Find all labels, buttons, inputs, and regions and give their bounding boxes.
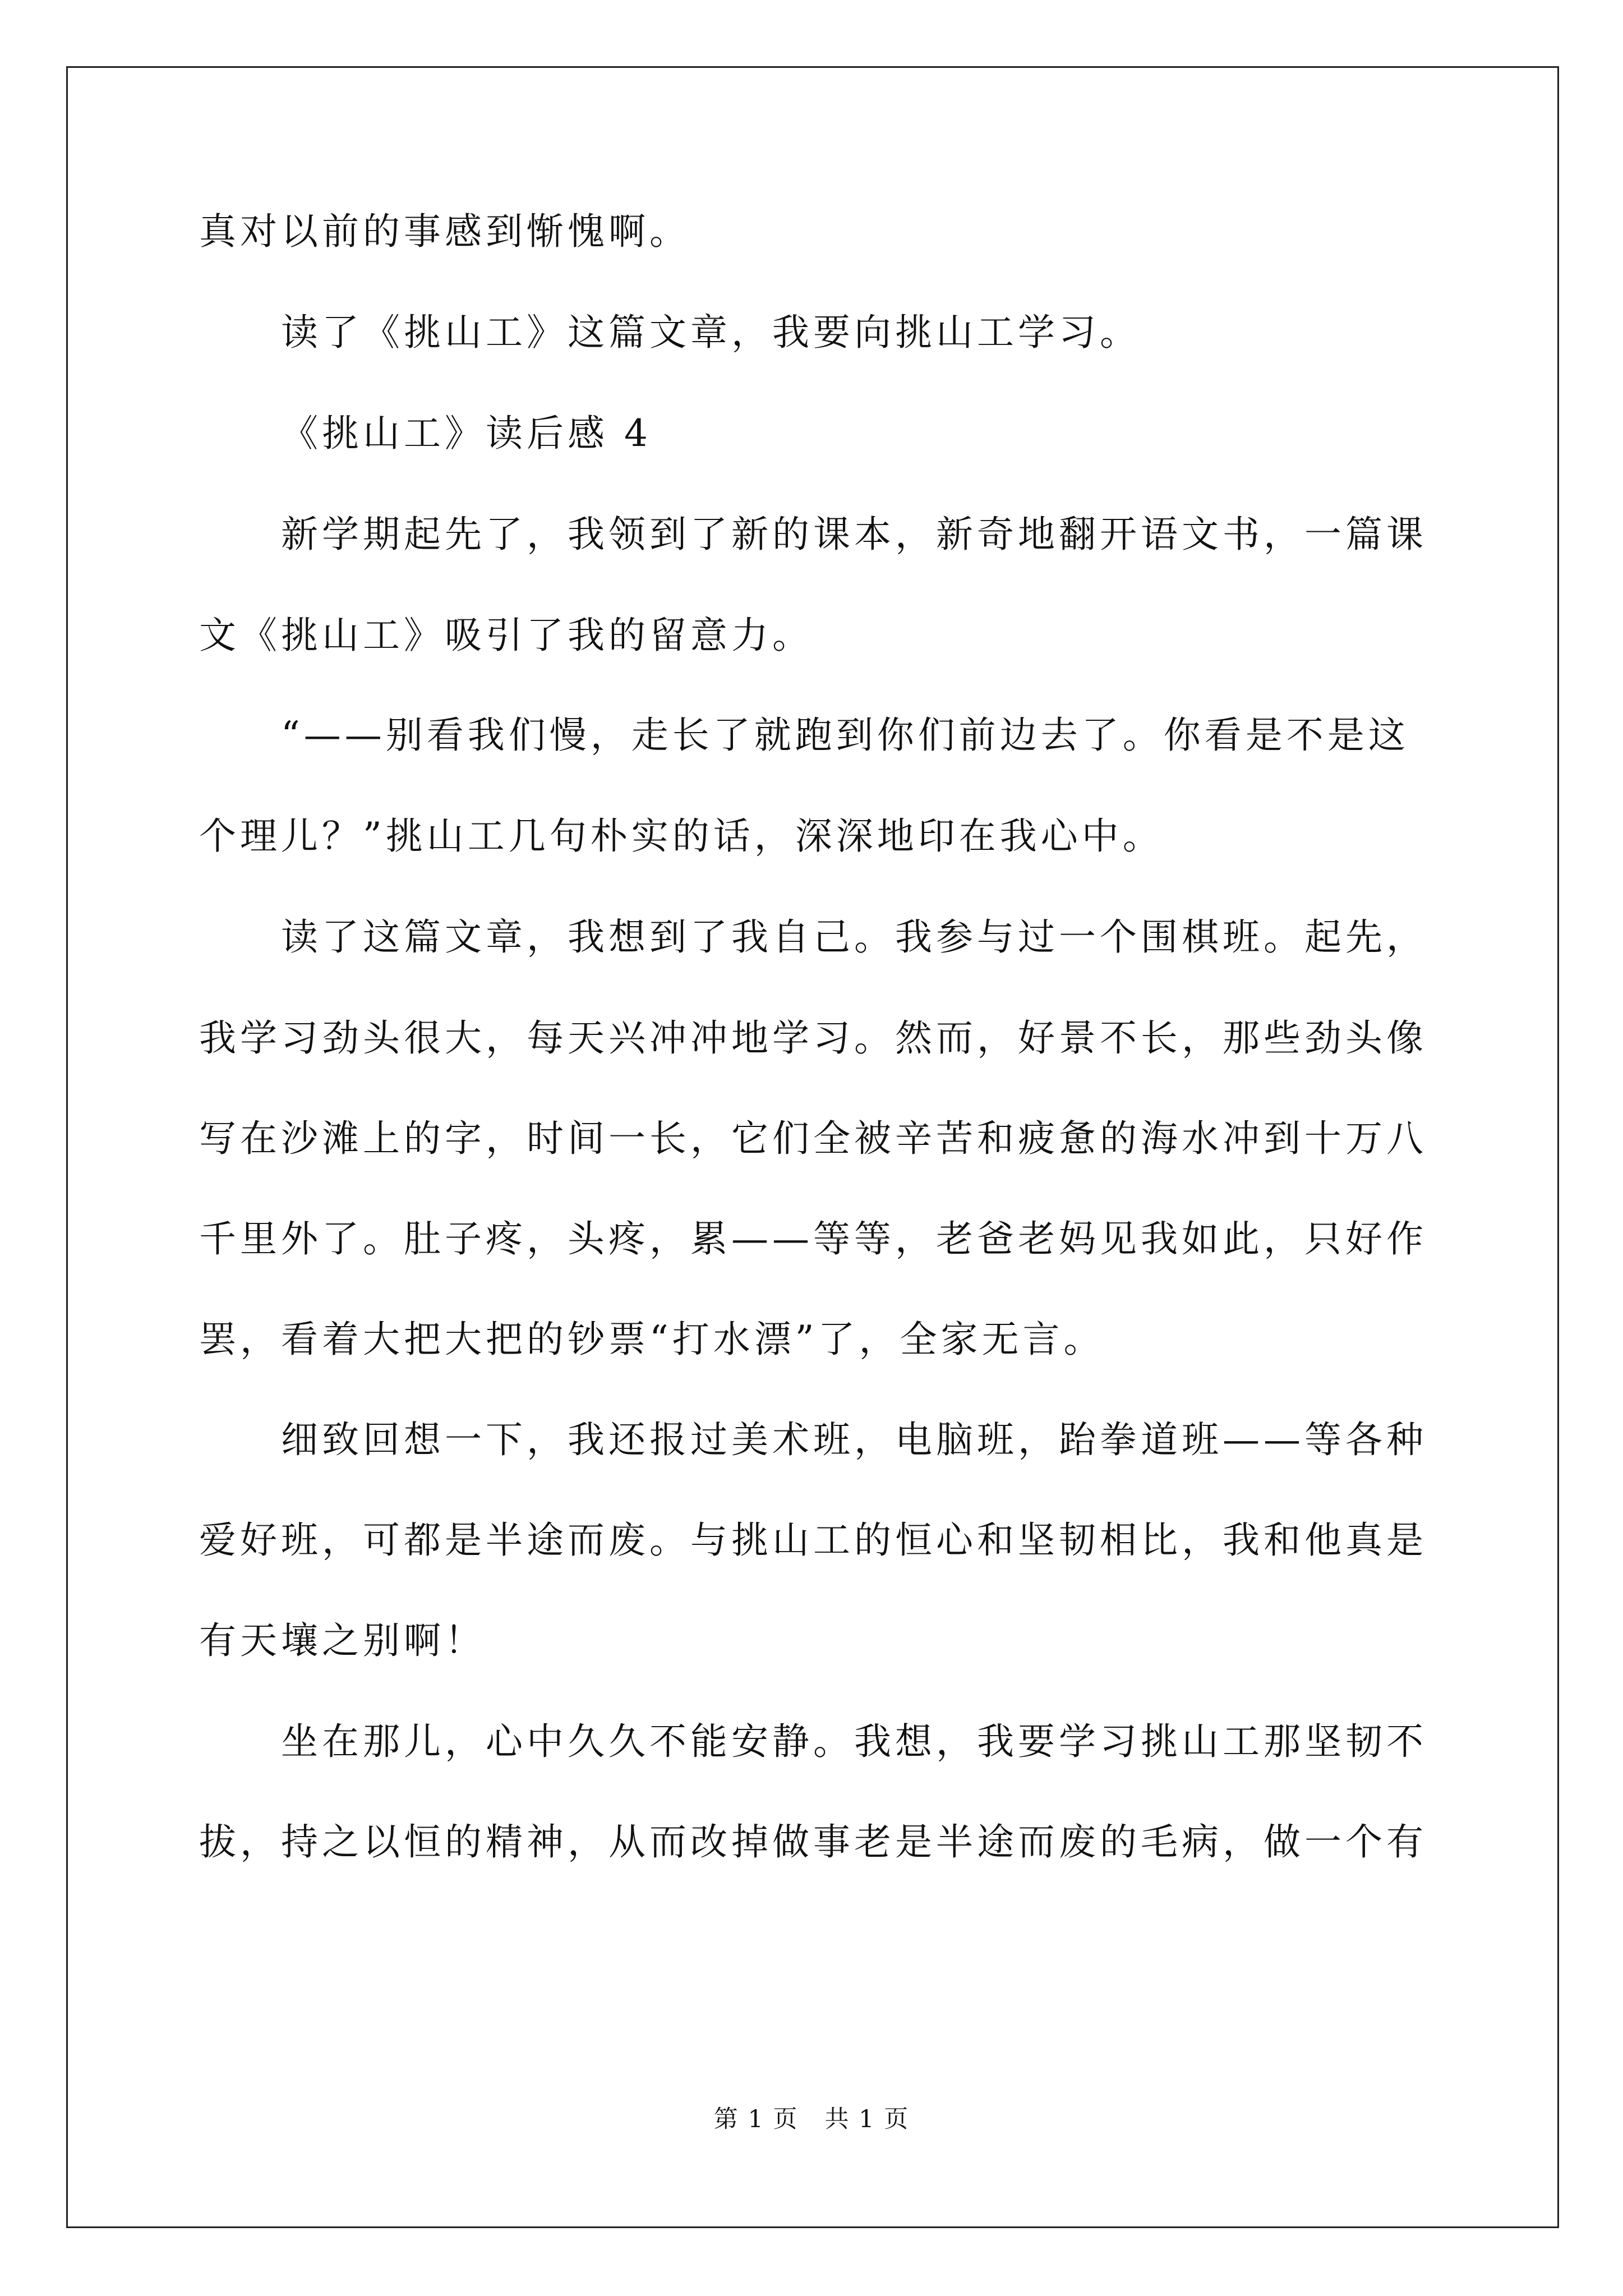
- paragraph-line: 我学习劲头很大，每天兴冲冲地学习。然而，好景不长，那些劲头像: [199, 1016, 1427, 1060]
- paragraph-line: 读了这篇文章，我想到了我自己。我参与过一个围棋班。起先，: [281, 915, 1427, 959]
- paragraph-line: 新学期起先了，我领到了新的课本，新奇地翻开语文书，一篇课: [281, 513, 1427, 556]
- paragraph-line: 文《挑山工》吸引了我的留意力。: [199, 614, 813, 657]
- paragraph-line: 真对以前的事感到惭愧啊。: [199, 210, 690, 253]
- paragraph-line: 读了《挑山工》这篇文章，我要向挑山工学习。: [281, 311, 1141, 354]
- paragraph-line: 坐在那儿，心中久久不能安静。我想，我要学习挑山工那坚韧不: [281, 1720, 1427, 1763]
- paragraph-line: 千里外了。肚子疼，头疼，累——等等，老爸老妈见我如此，只好作: [199, 1217, 1427, 1260]
- paragraph-line: 个理儿？”挑山工几句朴实的话，深深地印在我心中。: [199, 815, 1164, 858]
- paragraph-line: 罢，看着大把大把的钞票“打水漂”了，全家无言。: [199, 1318, 1105, 1361]
- section-heading: 《挑山工》读后感 4: [281, 412, 652, 455]
- paragraph-line: 有天壤之别啊！: [199, 1619, 486, 1662]
- paragraph-line: 爱好班，可都是半途而废。与挑山工的恒心和坚韧相比，我和他真是: [199, 1519, 1427, 1562]
- page-footer: 第 1 页 共 1 页: [713, 2105, 910, 2133]
- paragraph-line: 写在沙滩上的字，时间一长，它们全被辛苦和疲惫的海水冲到十万八: [199, 1117, 1427, 1160]
- paragraph-line: 拔，持之以恒的精神，从而改掉做事老是半途而废的毛病，做一个有: [199, 1820, 1427, 1864]
- paragraph-line: “——别看我们慢，走长了就跑到你们前边去了。你看是不是这: [281, 714, 1409, 757]
- paragraph-line: 细致回想一下，我还报过美术班，电脑班，跆拳道班——等各种: [281, 1418, 1427, 1461]
